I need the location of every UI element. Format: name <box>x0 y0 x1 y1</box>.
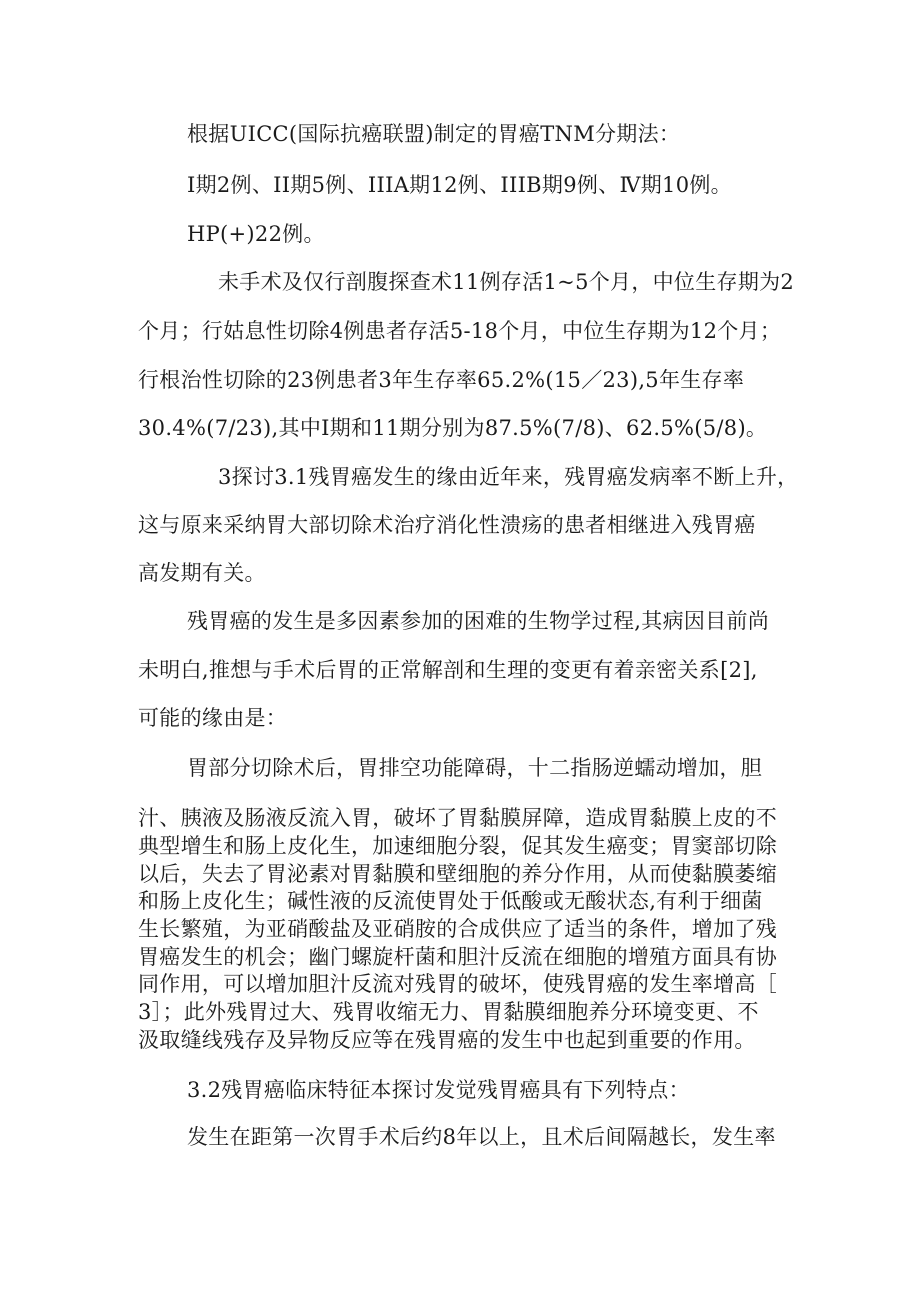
paragraph-line: I期2例、II期5例、IIIA期12例、IIIB期9例、Ⅳ期10例。 <box>187 173 732 197</box>
paragraph-line: 残胃癌的发生是多因素参加的困难的生物学过程,其病因目前尚 <box>187 609 770 633</box>
paragraph-line: 未明白,推想与手术后胃的正常解剖和生理的变更有着亲密关系[2], <box>138 658 758 682</box>
paragraph-line: 同作用，可以增加胆汁反流对残胃的破坏，使残胃癌的发生率增高［ <box>138 972 777 996</box>
paragraph-line: 和肠上皮化生；碱性液的反流使胃处于低酸或无酸状态,有利于细菌 <box>138 889 763 913</box>
paragraph-line: 3］；此外残胃过大、残胃收缩无力、胃黏膜细胞养分环境变更、不 <box>138 1000 759 1024</box>
paragraph-line: 汲取缝线残存及异物反应等在残胃癌的发生中也起到重要的作用。 <box>138 1028 756 1052</box>
paragraph-line: 以后，失去了胃泌素对胃黏膜和壁细胞的养分作用，从而使黏膜萎缩 <box>138 862 777 886</box>
paragraph-line: 这与原来采纳胃大部切除术治疗消化性溃疡的患者相继进入残胃癌 <box>138 513 756 537</box>
paragraph-line: 胃癌发生的机会；幽门螺旋杆菌和胆汁反流在细胞的增殖方面具有协 <box>138 945 777 969</box>
paragraph-line: 可能的缘由是： <box>138 706 288 730</box>
paragraph-line: 3探讨3.1残胃癌发生的缘由近年来，残胃癌发病率不断上升， <box>218 465 799 489</box>
paragraph-line: 未手术及仅行剖腹探查术11例存活1~5个月，中位生存期为2 <box>218 270 795 294</box>
paragraph-line: 高发期有关。 <box>138 561 266 585</box>
paragraph-line: 汁、胰液及肠液反流入胃，破坏了胃黏膜屏障，造成胃黏膜上皮的不 <box>138 806 777 830</box>
paragraph-line: 胃部分切除术后，胃排空功能障碍，十二指肠逆蠕动增加，胆 <box>187 756 763 780</box>
paragraph-line: HP(+)22例。 <box>187 222 325 246</box>
paragraph-line: 发生在距第一次胃手术后约8年以上，且术后间隔越长，发生率 <box>187 1125 776 1149</box>
paragraph-line: 行根治性切除的23例患者3年生存率65.2%(15／23),5年生存率 <box>138 368 745 392</box>
paragraph-line: 生长繁殖，为亚硝酸盐及亚硝胺的合成供应了适当的条件，增加了残 <box>138 917 777 941</box>
paragraph-line: 个月；行姑息性切除4例患者存活5-18个月，中位生存期为12个月； <box>138 319 782 343</box>
paragraph-line: 典型增生和肠上皮化生，加速细胞分裂，促其发生癌变；胃窦部切除 <box>138 834 777 858</box>
section-heading-line: 3.2残胃癌临床特征本探讨发觉残胃癌具有下列特点： <box>187 1078 690 1102</box>
paragraph-line: 根据UICC(国际抗癌联盟)制定的胃癌TNM分期法： <box>187 122 681 146</box>
paragraph-line: 30.4%(7/23),其中I期和11期分别为87.5%(7/8)、62.5%(5/8)。 <box>138 416 768 440</box>
